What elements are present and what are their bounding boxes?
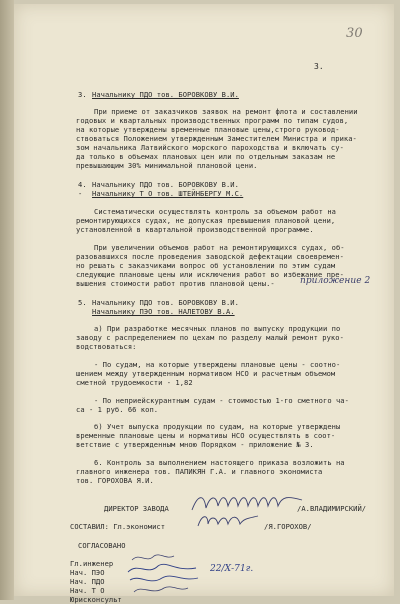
section-4-addressee-2: Начальнику Т О тов. ШТЕЙНБЕРГУ М.С. [92, 189, 244, 198]
paragraph-line: заводу с распределением по цехам по разделу малый ремонт руко- [76, 333, 344, 342]
paragraph-line: вышения стоимости работ против плановой цены.- [76, 279, 275, 288]
compiled-name: /Я.ГОРОХОВ/ [264, 522, 312, 531]
paragraph-line: - По судам, на которые утверждены плановые цены - соотно- [94, 360, 341, 369]
section-3-addressee: Начальнику ПДО тов. БОРОВКОВУ В.И. [92, 90, 239, 99]
paragraph-line: тов. ГОРОХОВА Я.И. [76, 476, 154, 485]
paragraph-line: шением между утвержденным нормативом НСО и расчетным объемом [76, 369, 336, 378]
pencil-page-number: 30 [346, 26, 363, 41]
agreed-label: СОГЛАСОВАНО [78, 541, 126, 550]
section-3-number: 3. [78, 90, 87, 99]
paragraph-line: временные плановые цены и нормативы НСО осуществлять в соот- [76, 431, 336, 440]
paragraph-line: водствоваться: [76, 342, 137, 351]
paragraph-line: установленной в квартальной производственной программе. [76, 225, 314, 234]
compiled-label: СОСТАВИЛ: Гл.экономист [70, 522, 166, 531]
paragraph-line: При приеме от заказчиков заявок на ремонт флота и составлении [94, 107, 358, 116]
approver-chief-engineer: Гл.инженер [70, 559, 114, 568]
paragraph-line: годовых и квартальных производственных программ по типам судов, [76, 116, 349, 125]
paragraph-line: разовавшихся после проведения заводской дефектации своевремен- [76, 252, 344, 261]
paragraph-line: на которые утверждены временные плановые цены,строго руковод- [76, 125, 340, 134]
paragraph-line: - По неприейскурантным судам - стоимостью 1-го сметного ча- [94, 396, 349, 405]
paragraph-line: са - 1 руб. 66 коп. [76, 405, 159, 414]
paragraph-line: 6. Контроль за выполнением настоящего приказа возложить на [94, 458, 345, 467]
handwritten-note: приложение 2 [300, 276, 371, 286]
approval-signatures [126, 550, 206, 600]
paragraph-line: б) Учет выпуска продукции по судам, на которые утверждены [94, 422, 341, 431]
paragraph-line: Систематически осуществлять контроль за объемом работ на [94, 207, 336, 216]
section-4-number: 4. [78, 180, 87, 189]
section-4-addressee-1: Начальнику ПДО тов. БОРОВКОВУ В.И. [92, 180, 239, 189]
section-4-addressee-dash: - [78, 189, 83, 198]
handwritten-date: 22/Х-71г. [210, 564, 254, 574]
section-5-number: 5. [78, 298, 87, 307]
director-name: /А.ВЛАДИМИРСКИЙ/ [297, 504, 367, 513]
approver-pdo: Нач. ПДО [70, 577, 105, 586]
page-number: 3. [314, 62, 324, 71]
document-page [14, 4, 394, 604]
paragraph-line: При увеличении объемов работ на ремонтирующихся судах, об- [94, 243, 345, 252]
paragraph-line: но решать с заказчиками вопрос об установлении по этим судам [76, 261, 336, 270]
paragraph-line: зом начальника Латвийского морского пароходства и включать су- [76, 143, 344, 152]
paragraph-line: ремонтирующихся судах, не допуская превышения плановой цени, [76, 216, 336, 225]
section-5-addressee-1: Начальнику ПДО тов. БОРОВКОВУ В.И. [92, 298, 239, 307]
economist-signature [196, 510, 260, 532]
paragraph-line: превышающим 30% минимальной плановой цени. [76, 161, 258, 170]
paragraph-line: сметной трудоемкости - 1,82 [76, 378, 193, 387]
approver-peo: Нач. ПЭО [70, 568, 105, 577]
section-5-addressee-2: Начальнику ПЭО тов. НАЛЕТОВУ В.А. [92, 307, 235, 316]
approver-to: Нач. Т О [70, 586, 105, 595]
paragraph-line: ствоваться Положением утвержденным Заместителем Министра и прика- [76, 134, 357, 143]
binding-edge [0, 0, 14, 600]
paragraph-line: ветствие с утвержденным мною Порядком - приложение № 3. [76, 440, 314, 449]
paragraph-line: да только в объемах плановых цен или по отдельным заказам не [76, 152, 336, 161]
director-role: ДИРЕКТОР ЗАВОДА [104, 504, 169, 513]
paragraph-line: а) При разработке месячных планов по выпуску продукции по [94, 324, 341, 333]
paragraph-line: следующие плановые цены или исключения работ во избежание пре- [76, 270, 344, 279]
approver-legal: Юрисконсульт [70, 595, 122, 604]
paragraph-line: главного инженера тов. ПАПИКЯН Г.А. и главного экономиста [76, 467, 323, 476]
